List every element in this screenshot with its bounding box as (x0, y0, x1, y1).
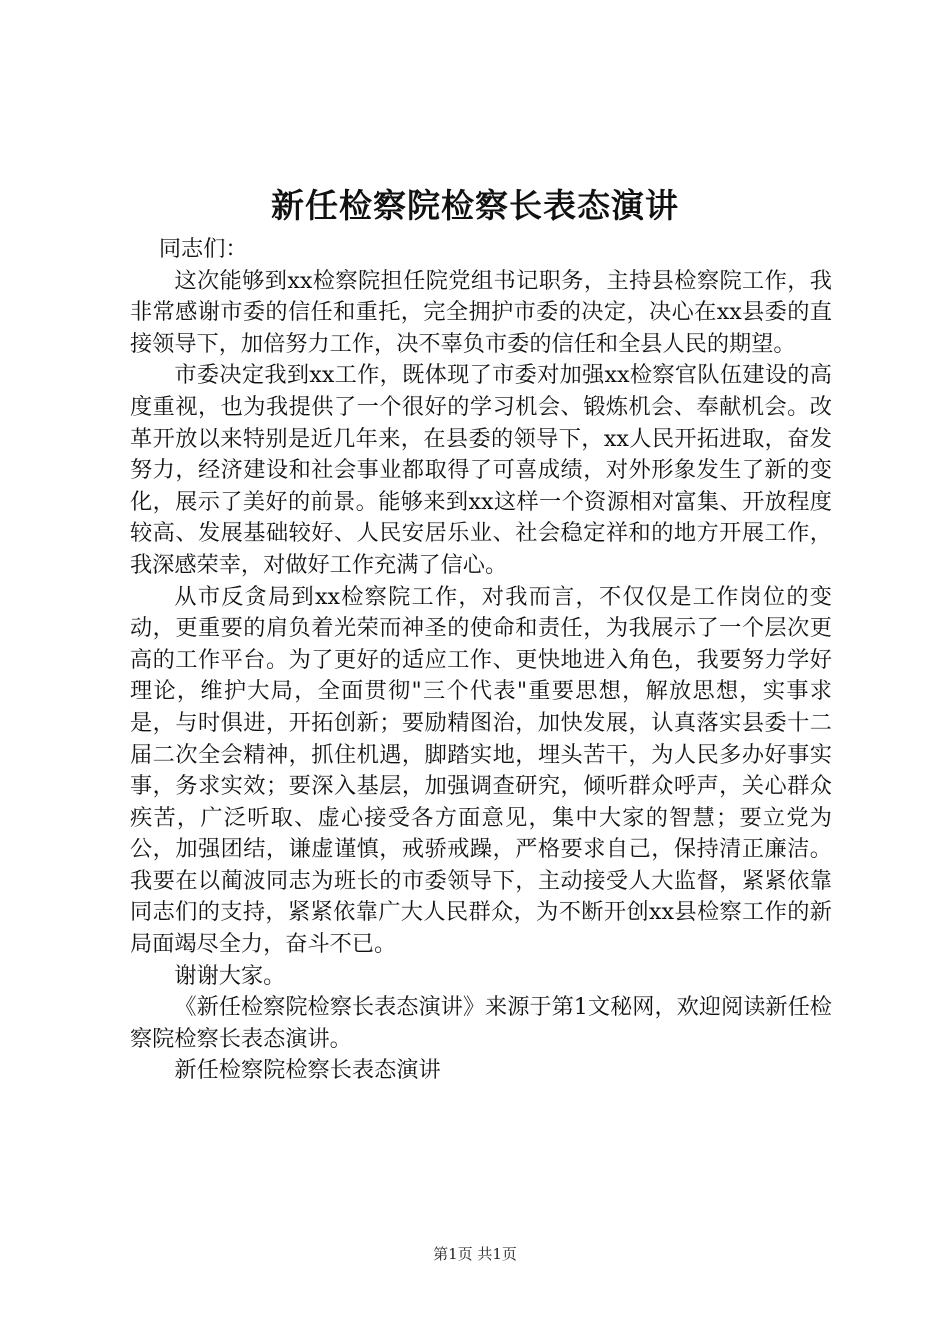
body-paragraph-1: 这次能够到xx检察院担任院党组书记职务，主持县检察院工作，我非常感谢市委的信任和重托，完全拥护市委的决定，决心在xx县委的直接领导下，加倍努力工作，决不辜负市委的信任和全县人民的期望。 (130, 267, 832, 357)
body-paragraph-2: 市委决定我到xx工作，既体现了市委对加强xx检察官队伍建设的高度重视，也为我提供了一个很好的学习机会、锻炼机会、奉献机会。改革开放以来特别是近几年来，在县委的领导下，xx人民开拓进取，奋发努力，经济建设和社会事业都取得了可喜成绩，对外形象发生了新的变化，展示了美好的前景。能够来到xx这样一个资源相对富集、开放程度较高、发展基础较好、人民安居乐业、社会稳定祥和的地方开展工作，我深感荣幸，对做好工作充满了信心。 (130, 362, 832, 578)
body-paragraph-3: 从市反贪局到xx检察院工作，对我而言，不仅仅是工作岗位的变动，更重要的肩负着光荣而神圣的使命和责任，为我展示了一个层次更高的工作平台。为了更好的适应工作、更快地进入角色，我要努力学好理论，维护大局，全面贯彻"三个代表"重要思想，解放思想，实事求是，与时俱进，开拓创新；要励精图治，加快发展，认真落实县委十二届二次全会精神，抓住机遇，脚踏实地，埋头苦干，为人民多办好事实事，务求实效；要深入基层，加强调查研究，倾听群众呼声，关心群众疾苦，广泛听取、虚心接受各方面意见，集中大家的智慧；要立党为公，加强团结，谦虚谨慎，戒骄戒躁，严格要求自己，保持清正廉洁。我要在以蔺波同志为班长的市委领导下，主动接受人大监督，紧紧依靠同志们的支持，紧紧依靠广大人民群众，为不断开创xx县检察工作的新局面竭尽全力，奋斗不已。 (130, 583, 832, 958)
closing-paragraph: 谢谢大家。 (174, 962, 286, 989)
page-footer: 第1页 共1页 (433, 1245, 517, 1263)
document-title: 新任检察院检察长表态演讲 (271, 186, 679, 225)
trailing-title-paragraph: 新任检察院检察长表态演讲 (174, 1057, 441, 1084)
document-body (130, 234, 832, 1087)
salutation-paragraph: 同志们： (158, 236, 248, 262)
source-note-paragraph: 《新任检察院检察长表态演讲》来源于第1文秘网，欢迎阅读新任检察院检察长表态演讲。 (130, 994, 832, 1052)
